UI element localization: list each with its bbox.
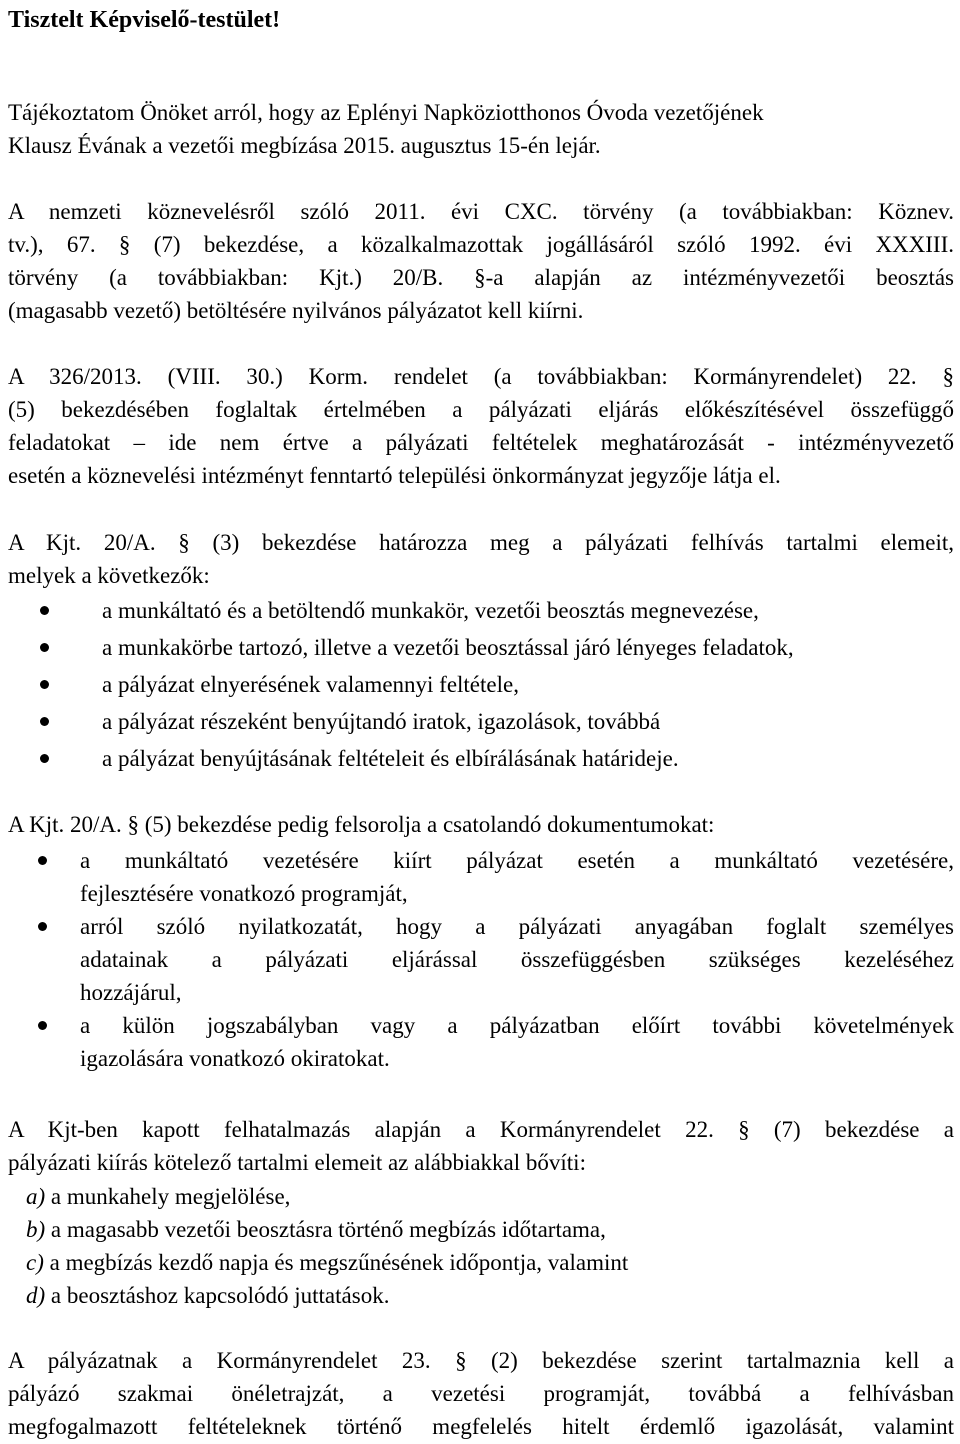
text-line: A Kjt-ben kapott felhatalmazás alapján a Kormányrendelet 22. § (7) bekezdése a	[8, 1117, 954, 1142]
list-additional-elements	[8, 1180, 954, 1312]
item-letter: b)	[26, 1217, 46, 1242]
item-text: a megbízás kezdő napja és megszűnésének időpontja, valamint	[43, 1250, 629, 1275]
paragraph-call-elements	[8, 526, 954, 592]
item-text: a beosztáshoz kapcsolódó juttatások.	[45, 1283, 390, 1308]
text-line: Tájékoztatom Önöket arról, hogy az Eplényi Napköziotthonos Óvoda vezetőjének	[8, 100, 764, 125]
paragraph-legal-basis	[8, 195, 954, 327]
text-line: esetén a köznevelési intézményt fenntartó települési önkormányzat jegyzője látja el.	[8, 463, 781, 488]
text-line: arról szóló nyilatkozatát, hogy a pályázati anyagában foglalt személyes	[80, 914, 954, 939]
paragraph-decree-additions	[8, 1113, 954, 1179]
text-line: hozzájárul,	[80, 980, 182, 1005]
list-item: a munkakörbe tartozó, illetve a vezetői beosztással járó lényeges feladatok,	[8, 631, 954, 668]
text-line: A Kjt. 20/A. § (3) bekezdése határozza meg a pályázati felhívás tartalmi elemeit,	[8, 530, 954, 555]
item-text: a munkahely megjelölése,	[45, 1184, 291, 1209]
text-line: A pályázatnak a Kormányrendelet 23. § (2) bekezdése szerint tartalmaznia kell a	[8, 1348, 954, 1373]
text-line: tv.), 67. § (7) bekezdése, a közalkalmazottak jogállásáról szóló 1992. évi XXXIII.	[8, 232, 954, 257]
text-line: melyek a következők:	[8, 563, 210, 588]
list-item: a munkáltató és a betöltendő munkakör, vezetői beosztás megnevezése,	[8, 594, 954, 631]
list-item	[26, 1213, 954, 1246]
text-line: A nemzeti köznevelésről szóló 2011. évi CXC. törvény (a továbbiakban: Köznev.	[8, 199, 954, 224]
paragraph-application-contents	[8, 1344, 954, 1443]
text-line: adatainak a pályázati eljárással összefüggésben szükséges kezeléséhez	[80, 947, 954, 972]
text-line: fejlesztésére vonatkozó programját,	[80, 881, 408, 906]
paragraph-intro	[8, 96, 954, 162]
list-item	[26, 1180, 954, 1213]
list-call-elements	[8, 594, 954, 779]
item-letter: c)	[26, 1250, 44, 1275]
text-line: megfogalmazott feltételeknek történő megfelelés hitelt érdemlő igazolását, valamint	[8, 1414, 954, 1439]
list-item: a pályázat benyújtásának feltételeit és elbírálásának határideje.	[8, 742, 954, 779]
list-item: a pályázat részeként benyújtandó iratok, igazolások, továbbá	[8, 705, 954, 742]
list-item	[8, 910, 954, 1009]
text-line: igazolására vonatkozó okiratokat.	[80, 1046, 390, 1071]
list-item	[8, 844, 954, 910]
document-title: Tisztelt Képviselő-testület!	[8, 7, 281, 33]
text-line: Klausz Évának a vezetői megbízása 2015. augusztus 15-én lejár.	[8, 133, 601, 158]
item-letter: a)	[26, 1184, 46, 1209]
text-line: (5) bekezdésében foglaltak értelmében a pályázati eljárás előkészítésével összefüggő	[8, 397, 954, 422]
list-item	[8, 1009, 954, 1075]
text-line: törvény (a továbbiakban: Kjt.) 20/B. §-a alapján az intézményvezetői beosztás	[8, 265, 954, 290]
paragraph-documents	[8, 808, 954, 841]
text-line: pályázati kiírás kötelező tartalmi elemeit az alábbiakkal bővíti:	[8, 1150, 586, 1175]
text-line: A 326/2013. (VIII. 30.) Korm. rendelet (a továbbiakban: Kormányrendelet) 22. §	[8, 364, 954, 389]
text-line: pályázó szakmai önéletrajzát, a vezetési programját, továbbá a felhívásban	[8, 1381, 954, 1406]
text-line: (magasabb vezető) betöltésére nyilvános pályázatot kell kiírni.	[8, 298, 584, 323]
text-line: a külön jogszabályban vagy a pályázatban előírt további követelmények	[80, 1013, 954, 1038]
list-item: a pályázat elnyerésének valamennyi feltétele,	[8, 668, 954, 705]
list-required-documents	[8, 844, 954, 1075]
list-item	[26, 1279, 954, 1312]
text-line: A Kjt. 20/A. § (5) bekezdése pedig felsorolja a csatolandó dokumentumokat:	[8, 812, 715, 837]
item-letter: d)	[26, 1283, 46, 1308]
text-line: a munkáltató vezetésére kiírt pályázat esetén a munkáltató vezetésére,	[80, 848, 954, 873]
text-line: feladatokat – ide nem értve a pályázati feltételek meghatározását - intézményvezető	[8, 430, 954, 455]
paragraph-government-decree	[8, 360, 954, 492]
item-text: a magasabb vezetői beosztásra történő megbízás időtartama,	[45, 1217, 606, 1242]
list-item	[26, 1246, 954, 1279]
